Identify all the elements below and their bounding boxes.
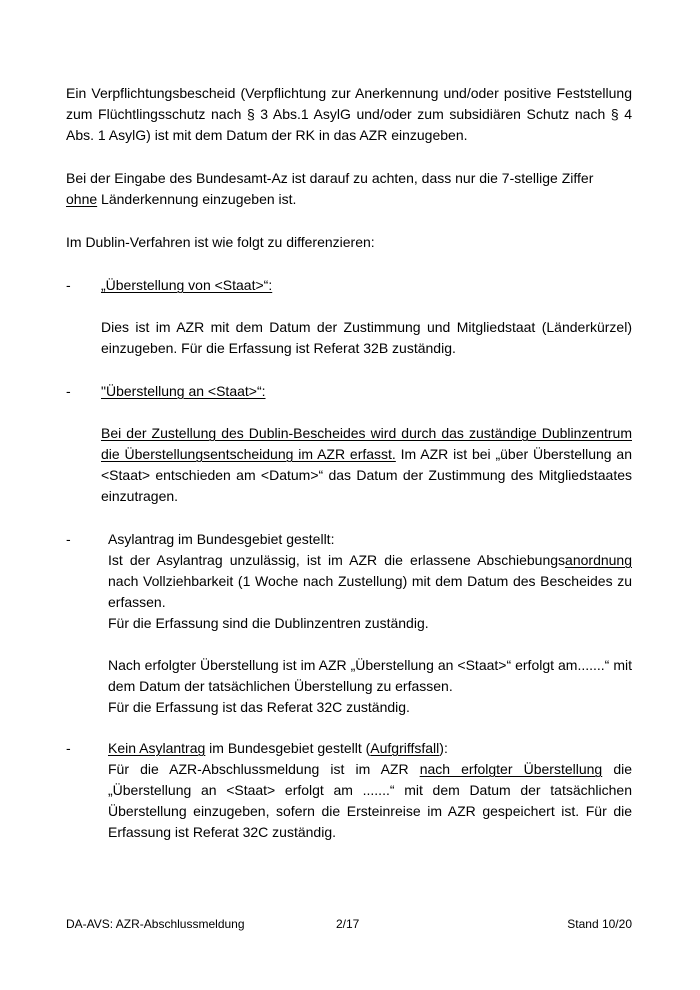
heading-kein-asylantrag-mid: im Bundesgebiet gestellt ( [205, 740, 371, 756]
text-unzulaessig-start: Ist der Asylantrag unzulässig, ist im AZR die erlassene Abschiebungs [108, 552, 566, 568]
footer-version: Stand 10/20 [567, 917, 632, 931]
list-item-text-ueberstellung-von: Dies ist im AZR mit dem Datum der Zustimmung und Mitgliedstaat (Länderkürzel) einzugeben. Für die Erfassung ist Referat 32B zuständig. [101, 319, 632, 356]
underlined-kein-asylantrag: Kein Asylantrag [108, 740, 206, 756]
footer-page-number: 2/17 [336, 917, 360, 931]
heading-ueberstellung-an-text: "Überstellung an <Staat>“: [101, 383, 266, 399]
footer-document-title: DA-AVS: AZR-Abschlussmeldung [66, 917, 245, 931]
underlined-anordnung: anordnung [565, 552, 632, 568]
list-item-heading-kein-asylantrag [108, 738, 448, 759]
heading-kein-asylantrag-end: ): [439, 740, 448, 756]
list-item-text-referat-32c: Für die Erfassung ist das Referat 32C zuständig. [108, 699, 410, 715]
paragraph-verpflichtungsbescheid: Ein Verpflichtungsbescheid (Verpflichtung zur Anerkennung und/oder positive Feststellung zum Flüchtlingsschutz nach § 3 Abs.1 AsylG und/oder zum subsidiären Schutz nach § 4 Abs. 1 AsylG) ist mit dem Datum der RK in das AZR einzugeben. [66, 85, 632, 143]
underlined-aufgriffsfall: Aufgriffsfall [370, 740, 440, 756]
heading-ueberstellung-von-text: „Überstellung von <Staat>“: [101, 277, 273, 293]
list-item-text-abschlussmeldung [108, 759, 632, 843]
list-dash: - [66, 277, 71, 293]
list-item-heading-ueberstellung-von [101, 275, 272, 296]
list-item-text-ueberstellung-an [101, 423, 632, 507]
underlined-ohne: ohne [66, 191, 98, 207]
list-item-heading-ueberstellung-an [101, 381, 266, 402]
list-item-text-nach-ueberstellung: Nach erfolgter Überstellung ist im AZR „Überstellung an <Staat>“ erfolgt am.......“ mit dem Datum der tatsächlichen Überstellung zu erfassen. [108, 657, 632, 694]
list-item-text-asylantrag-unzulaessig [108, 550, 632, 613]
paragraph-dublin-intro: Im Dublin-Verfahren ist wie folgt zu differenzieren: [66, 234, 375, 250]
paragraph-bundesamt-az [66, 168, 632, 210]
paragraph-bundesamt-az-end: Länderkennung einzugeben ist. [97, 191, 297, 207]
list-item-heading-asylantrag-gestellt: Asylantrag im Bundesgebiet gestellt: [108, 531, 335, 547]
underlined-nach-erfolgter-ueberstellung: nach erfolgter Überstellung [419, 761, 603, 777]
text-ueberstellung-an-rest: Im AZR ist bei „über Überstellung an <Staat> entschieden am <Datum>“ das Datum der Zustimmung des Mitgliedstaates einzutragen. [101, 446, 632, 504]
text-abschlussmeldung-end: die „Überstellung an <Staat> erfolgt am .......“ mit dem Datum der tatsächlichen Überstellung einzugeben, sofern die Ersteinreise im AZR gespeichert ist. Für die Erfassung ist Referat 32C zuständig. [108, 761, 633, 840]
list-dash: - [66, 531, 71, 547]
list-item-text-dublinzentren: Für die Erfassung sind die Dublinzentren zuständig. [108, 615, 429, 631]
text-unzulaessig-end: nach Vollziehbarkeit (1 Woche nach Zustellung) mit dem Datum des Bescheides zu erfassen. [108, 573, 632, 610]
list-dash: - [66, 383, 71, 399]
paragraph-bundesamt-az-text: Bei der Eingabe des Bundesamt-Az ist darauf zu achten, dass nur die 7-stellige Ziffer [66, 170, 594, 186]
text-abschlussmeldung-start: Für die AZR-Abschlussmeldung ist im AZR [108, 761, 420, 777]
list-dash: - [66, 740, 71, 756]
underlined-dublinzentrum-text: Bei der Zustellung des Dublin-Bescheides wird durch das zuständige Dublinzentrum die Überstellungsentscheidung im AZR erfasst. [101, 425, 632, 462]
